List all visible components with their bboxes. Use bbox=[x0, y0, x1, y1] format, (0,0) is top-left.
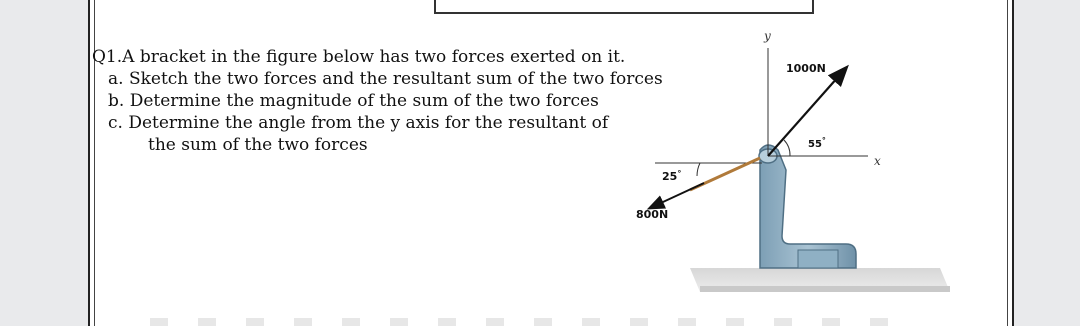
angle-25-degree: ° bbox=[677, 169, 682, 178]
question-title: Q1.A bracket in the figure below has two forces exerted on it. bbox=[92, 47, 626, 67]
angle-55-degree: ° bbox=[821, 136, 826, 145]
force-1000n-arrow bbox=[768, 68, 846, 156]
angle-25-value: 25 bbox=[662, 170, 678, 183]
angle-55-label bbox=[808, 136, 826, 150]
force-1000n-label: 1000N bbox=[786, 62, 826, 75]
question-item-a: a. Sketch the two forces and the resultant sum of the two forces bbox=[108, 69, 663, 89]
question-item-c-continuation: the sum of the two forces bbox=[148, 135, 368, 155]
y-axis-label: y bbox=[764, 29, 771, 43]
cropped-next-line bbox=[150, 318, 910, 326]
force-800n-label: 800N bbox=[636, 208, 669, 221]
question-item-c: c. Determine the angle from the y axis for the resultant of bbox=[108, 113, 609, 133]
angle-25-label bbox=[662, 169, 681, 183]
angle-55-value: 55 bbox=[808, 139, 822, 150]
force-800n-arrow bbox=[650, 183, 704, 208]
ground-shadow bbox=[700, 286, 950, 292]
x-axis-label: x bbox=[874, 154, 881, 168]
question-item-b: b. Determine the magnitude of the sum of the two forces bbox=[108, 91, 599, 111]
angle-55-arc bbox=[784, 140, 790, 156]
bracket-slot bbox=[798, 250, 838, 268]
angle-25-arc bbox=[697, 163, 700, 176]
